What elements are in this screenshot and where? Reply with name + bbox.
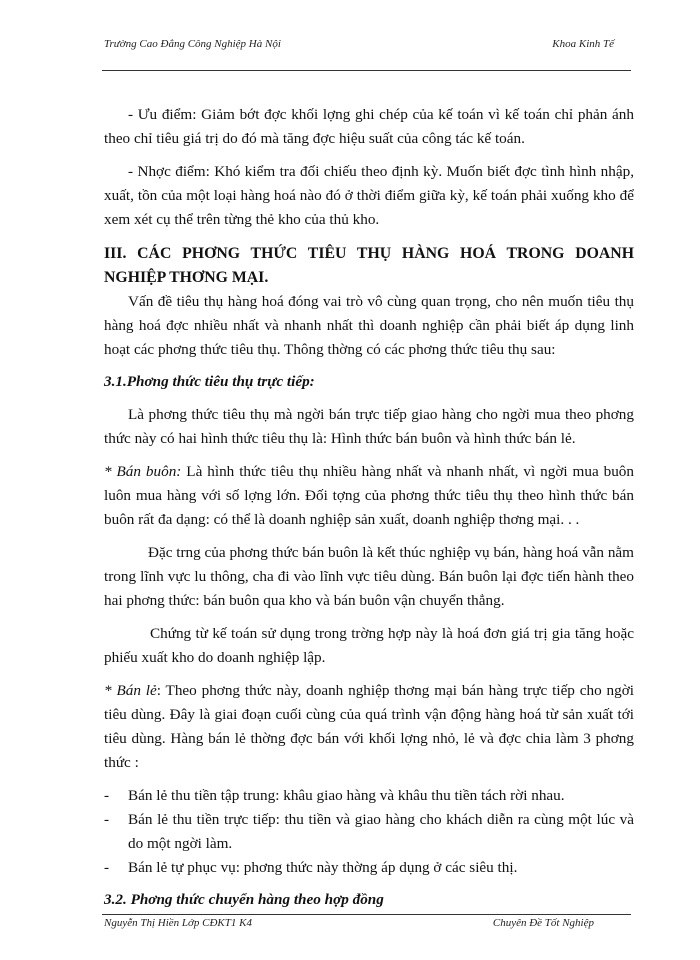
header-rule	[102, 70, 631, 71]
label-wholesale: * Bán buôn:	[104, 463, 182, 480]
section-heading-iii: III. CÁC PHƠNG THỨC TIÊU THỤ HÀNG HOÁ TRONG DOANH NGHIỆP THƠNG MẠI.	[104, 245, 634, 286]
label-retail: * Bán lẻ	[104, 682, 157, 699]
header-school-name: Trường Cao Đẳng Công Nghiệp Hà Nội	[104, 38, 281, 50]
paragraph-intro: Vấn đề tiêu thụ hàng hoá đóng vai trò vô cùng quan trọng, cho nên muốn tiêu thụ hàng hoá đợc nhiều nhất và nhanh nhất thì doanh nghiệp cần phải biết áp dụng linh hoạt các phơng thức tiêu thụ. Thông thờng có các phơng thức tiêu thụ sau:	[104, 293, 634, 358]
paragraph-retail	[104, 679, 634, 775]
page-header	[104, 38, 630, 58]
paragraph-advantages: - Ưu điểm: Giảm bớt đợc khối lợng ghi chép của kế toán vì kế toán chỉ phản ánh theo chỉ tiêu giá trị do đó mà tăng đợc hiệu suất của công tác kế toán.	[104, 106, 634, 147]
list-item	[104, 808, 634, 856]
text-wholesale: Là hình thức tiêu thụ nhiều hàng nhất và nhanh nhất, vì ngời mua buôn luôn mua hàng với số lợng lớn. Đối tợng của phơng thức tiêu thụ theo hình thức bán buôn rất đa dạng: có thể là doanh nghiệp sản xuất, doanh nghiệp thơng mại. . .	[104, 463, 634, 528]
paragraph-wholesale	[104, 460, 634, 532]
header-faculty-name: Khoa Kinh Tế	[552, 38, 614, 50]
paragraph-3-1: Là phơng thức tiêu thụ mà ngời bán trực tiếp giao hàng cho ngời mua theo phơng thức này có hai hình thức tiêu thụ là: Hình thức bán buôn và hình thức bán lẻ.	[104, 406, 634, 447]
list-marker: -	[104, 787, 110, 804]
list-item-text: Bán lẻ tự phục vụ: phơng thức này thờng áp dụng ở các siêu thị.	[128, 859, 518, 876]
list-marker: -	[104, 859, 110, 876]
paragraph-wholesale-feature: Đặc trng của phơng thức bán buôn là kết thúc nghiệp vụ bán, hàng hoá vẫn nằm trong lĩnh vực lu thông, cha đi vào lĩnh vực tiêu dùng. Bán buôn lại đợc tiến hành theo hai phơng thức: bán buôn qua kho và bán buôn vận chuyển thẳng.	[104, 544, 634, 609]
subheading-3-2: 3.2. Phơng thức chuyển hàng theo hợp đồng	[104, 891, 384, 908]
list-item-text: Bán lẻ thu tiền trực tiếp: thu tiền và giao hàng cho khách diễn ra cùng một lúc và do một ngời làm.	[128, 811, 634, 852]
list-item	[104, 784, 634, 808]
list-item-text: Bán lẻ thu tiền tập trung: khâu giao hàng và khâu thu tiền tách rời nhau.	[128, 787, 565, 804]
list-item	[104, 856, 634, 880]
footer-rule	[102, 914, 631, 915]
text-retail: : Theo phơng thức này, doanh nghiệp thơng mại bán hàng trực tiếp cho ngời tiêu dùng. Đây là giai đoạn cuối cùng của quá trình vận động hàng hoá từ sản xuất tới tiêu dùng. Hàng bán lẻ thờng đợc bán với khối lợng nhỏ, lẻ và đợc chia làm 3 phơng thức :	[104, 682, 634, 771]
footer-author: Nguyễn Thị Hiền Lớp CĐKT1 K4	[104, 917, 252, 929]
document-body	[104, 103, 634, 912]
list-marker: -	[104, 811, 110, 828]
paragraph-disadvantages: - Nhợc điểm: Khó kiểm tra đối chiếu theo định kỳ. Muốn biết đợc tình hình nhập, xuất, tồn của một loại hàng hoá nào đó ở thời điểm giữa kỳ, kế toán phải xuống kho để xem xét cụ thể trên từng thẻ kho của thủ kho.	[104, 163, 634, 228]
paragraph-documents: Chứng từ kế toán sử dụng trong trờng hợp này là hoá đơn giá trị gia tăng hoặc phiếu xuất kho do doanh nghiệp lập.	[104, 625, 634, 666]
footer-title: Chuyên Đề Tốt Nghiệp	[492, 917, 594, 929]
subheading-3-1: 3.1.Phơng thức tiêu thụ trực tiếp:	[104, 373, 315, 390]
page-footer	[104, 917, 630, 937]
